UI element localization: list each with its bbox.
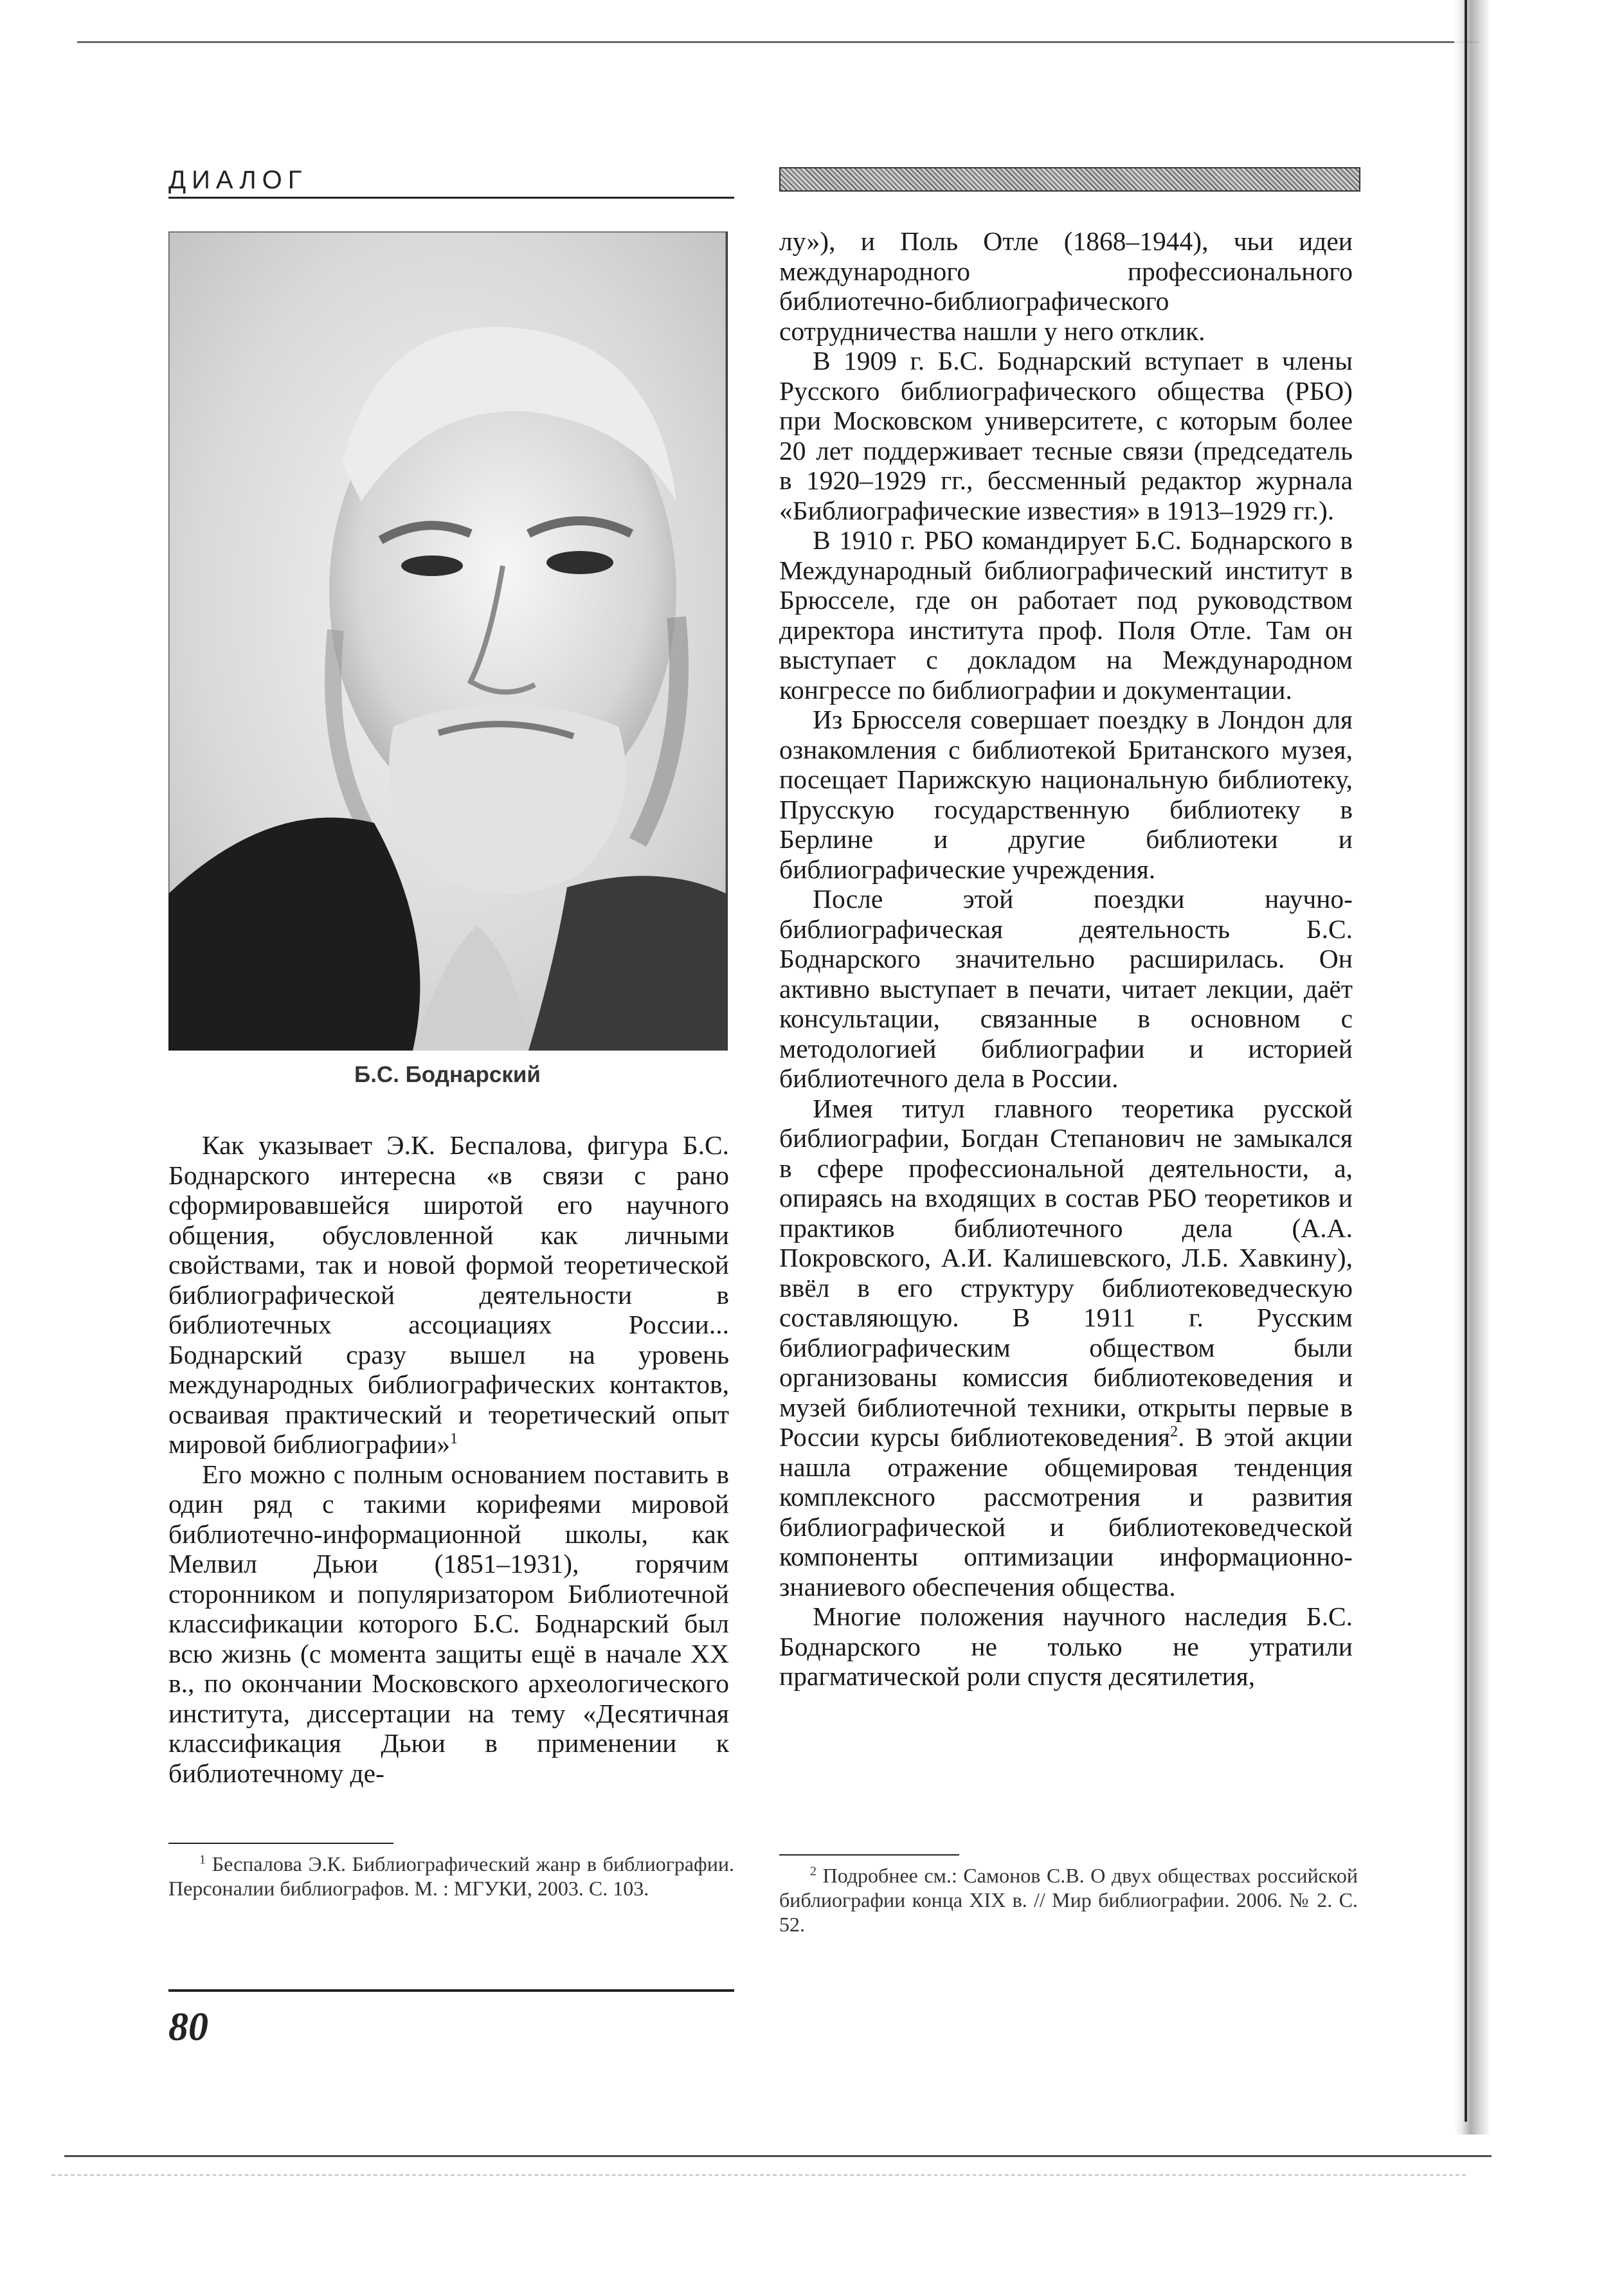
paragraph-continuation: лу»), и Поль Отле (1868–1944), чьи идеи международного профессионального библиотечно-библиографического сотрудничества нашли у него отклик. [779, 226, 1353, 346]
footnote-mark: 1 [199, 1852, 206, 1867]
portrait-photo [168, 231, 726, 1051]
footnote-mark: 2 [810, 1864, 817, 1879]
footnote-rule [779, 1854, 959, 1856]
photo-caption: Б.С. Боднарский [354, 1062, 541, 1087]
scan-edge-top [77, 41, 1479, 43]
footnote-ref: 1 [449, 1431, 458, 1448]
paragraph: После этой поездки научно-библиографическая деятельность Б.С. Боднарского значительно расширилась. Он активно выступает в печати, читает лекции, даёт консультации, связанные в основном с методологией библиографии и историей библиотечного дела в России. [779, 884, 1353, 1093]
footnote-rule [168, 1843, 393, 1844]
page-number: 80 [168, 2005, 208, 2049]
footnote: $^1$ Беспалова Э.К. Библиографический жанр в библиографии. Персоналии библиографов. М. : МГУКИ, 2003. С. 103. [168, 1852, 735, 1900]
paragraph: Имея титул главного теоретика русской библиографии, Богдан Степанович не замыкался в сфере профессиональной деятельности, а, опираясь на входящих в состав РБО теоретиков и практиков библиотечного дела (А.А. Покровского, А.И. Калишевского, Л.Б. Хавкину), ввёл в его структуру библиотековедческую составляющую. В 1911 г. Русским библиографическим обществом были организованы комиссия библиотековедения и музей библиотечной техники, открыты первые в России курсы библиотековедения$^2$. В этой акции нашла отражение общемировая тенденция комплексного рассмотрения и развития библиографической и библиотековедческой компоненты оптимизации информационно-знаниевого обеспечения общества. [779, 1093, 1353, 1602]
scan-edge-bottom [64, 2155, 1492, 2157]
photo-border-line [726, 231, 728, 1051]
paragraph: В 1909 г. Б.С. Боднарский вступает в члены Русского библиографического общества (РБО) при Московском университете, с которым более 20 лет поддерживает тесные связи (председатель в 1920–1929 гг., бессменный редактор журнала «Библиографические известия» в 1913–1929 гг.). [779, 346, 1353, 525]
header-rule [168, 197, 734, 199]
left-column [168, 1130, 729, 1788]
scan-edge-bottom-dashed [51, 2174, 1466, 2176]
paragraph: В 1910 г. РБО командирует Б.С. Боднарского в Международный библиографический институт в Брюсселе, где он работает под руководством директора института проф. Поля Отле. Там он выступает с докладом на Международном конгрессе по библиографии и документации. [779, 525, 1353, 705]
header-pattern-band [779, 167, 1360, 192]
right-column [779, 226, 1353, 1692]
scan-edge-right-line [1465, 0, 1467, 2122]
paragraph: Из Брюсселя совершает поездку в Лондон для ознакомления с библиотекой Британского музея, посещает Парижскую национальную библиотеку, Прусскую государственную библиотеку в Берлине и другие библиотеки и библиографические учреждения. [779, 705, 1353, 884]
section-header: ДИАЛОГ [168, 166, 308, 194]
footnote-ref: 2 [1170, 1423, 1178, 1441]
paragraph: Многие положения научного наследия Б.С. Боднарского не только не утратили прагматической роли спустя десятилетия, [779, 1602, 1353, 1691]
paragraph: Его можно с полным основанием поставить в один ряд с такими корифеями мировой библиотечно-информационной школы, как Мелвил Дьюи (1851–1931), горячим сторонником и популяризатором Библиотечной классификации которого Б.С. Боднарский был всю жизнь (с момента защиты ещё в начале XX в., по окончании Московского археологического института, диссертации на тему «Десятичная классификация Дьюи в применении к библиотечному де- [168, 1459, 729, 1788]
footer-rule [168, 1989, 734, 1992]
scan-edge-right [1454, 0, 1490, 2135]
footnote: $^2$ Подробнее см.: Самонов С.В. О двух обществах российской библиографии конца XIX в. // Мир библиографии. 2006. № 2. С. 52. [779, 1864, 1358, 1936]
paragraph: Как указывает Э.К. Беспалова, фигура Б.С. Боднарского интересна «в связи с рано сформировавшейся широтой его научного общения, обусловленной как личными свойствами, так и новой формой теоретической библиографической деятельности в библиотечных ассоциациях России... Боднарский сразу вышел на уровень международных библиографических контактов, осваивая практический и теоретический опыт мировой библиографии»$^1$ [168, 1130, 729, 1459]
